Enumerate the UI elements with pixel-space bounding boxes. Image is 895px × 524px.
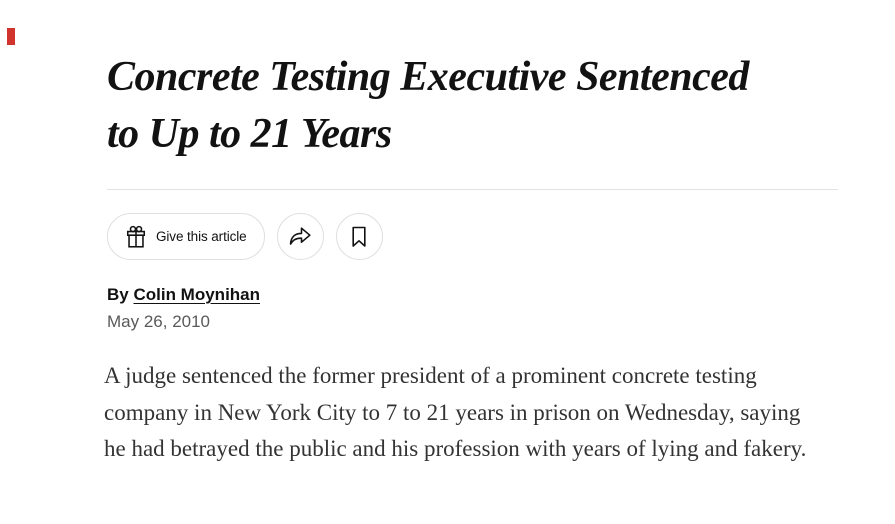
give-article-button[interactable] — [107, 213, 265, 260]
headline-line2: to Up to 21 Years — [107, 111, 392, 157]
red-marker — [7, 28, 15, 45]
header-divider — [107, 189, 838, 190]
byline-prefix: By — [107, 285, 129, 304]
give-article-label: Give this article — [156, 229, 247, 244]
article-toolbar — [107, 213, 383, 260]
body-paragraph: A judge sentenced the former president of a prominent concrete testing company in New York City to 7 to 21 years in prison on Wednesday, saying he had betrayed the public and his profession with years of lying and fakery. — [104, 363, 807, 462]
bookmark-icon — [351, 226, 367, 248]
gift-icon — [125, 224, 147, 249]
share-icon — [287, 226, 313, 248]
headline-line1: Concrete Testing Executive Sentenced — [107, 54, 749, 100]
bookmark-button[interactable] — [336, 213, 383, 260]
publish-date: May 26, 2010 — [107, 312, 211, 331]
article-headline — [107, 49, 852, 163]
share-button[interactable] — [277, 213, 324, 260]
author-link[interactable]: Colin Moynihan — [133, 285, 261, 304]
byline — [107, 285, 260, 305]
